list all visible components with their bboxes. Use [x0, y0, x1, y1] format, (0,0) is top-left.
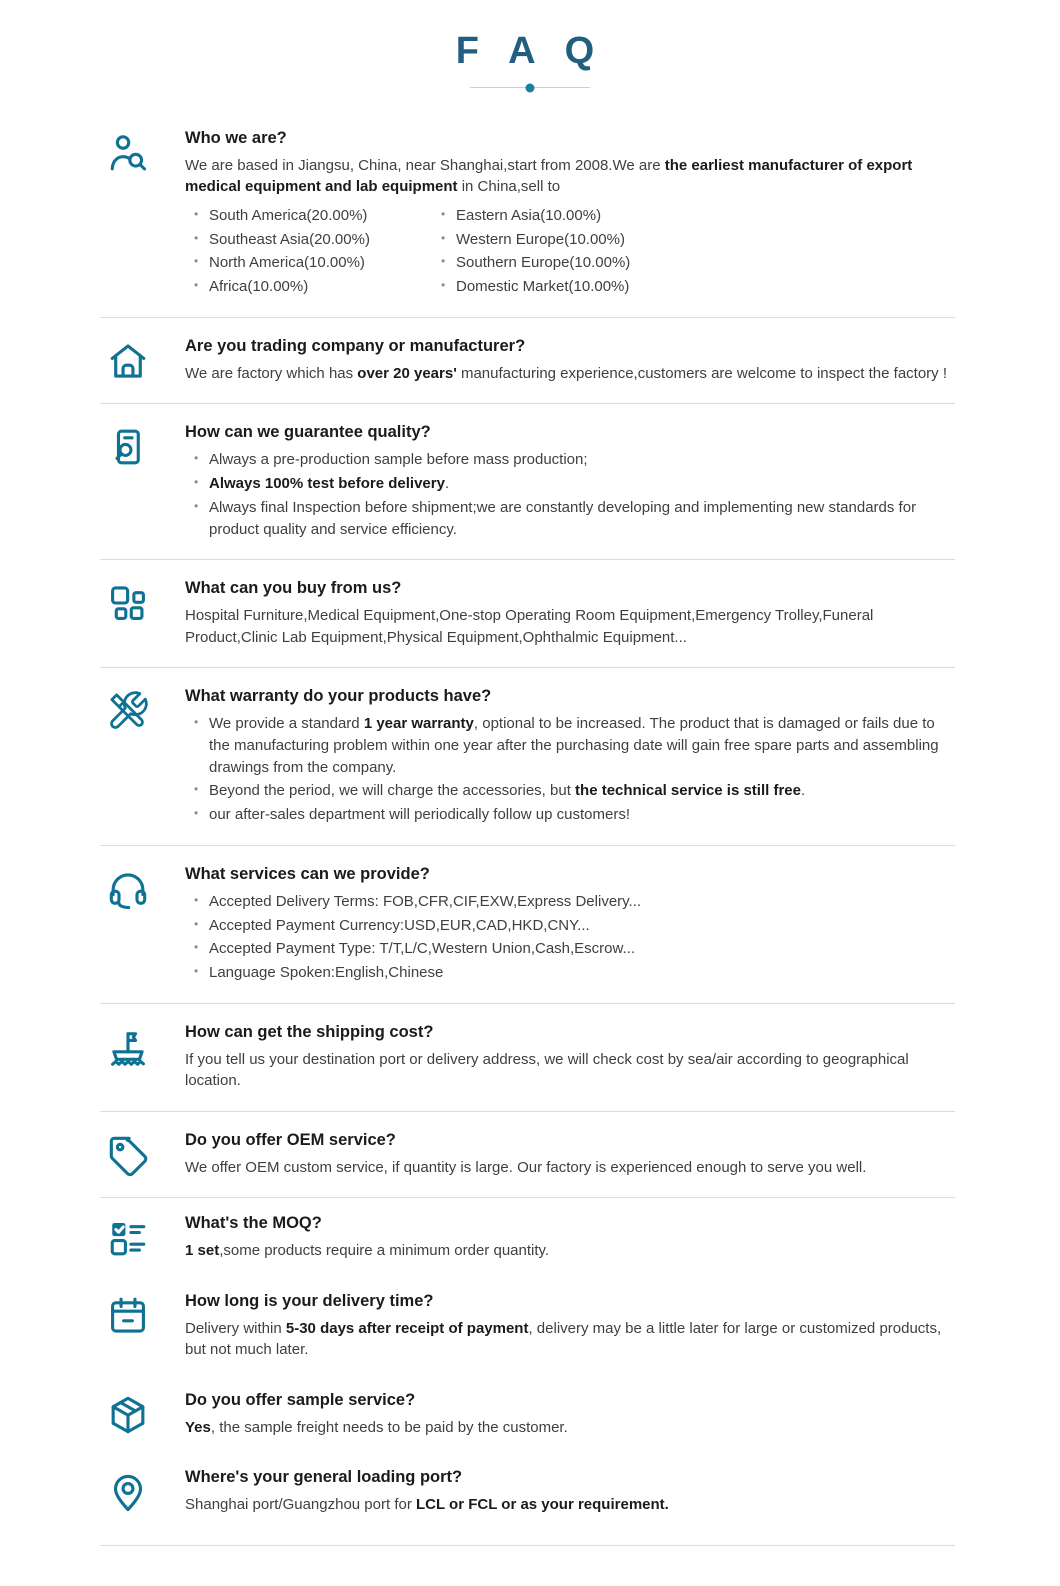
person-search-icon [106, 131, 150, 175]
faq-answer: Delivery within 5-30 days after receipt of payment, delivery may be a little later for large or customized products, but not much later. [185, 1319, 942, 1359]
list-item: • Always final Inspection before shipment;we are constantly developing and implementing new standards for product quality and service efficiency. [185, 497, 955, 541]
faq-section-guarantee-quality [100, 404, 955, 560]
list-item: • Accepted Delivery Terms: FOB,CFR,CIF,EXW,Express Delivery... [185, 891, 955, 913]
calendar-icon [106, 1294, 150, 1338]
faq-section-loading-port [100, 1452, 955, 1529]
faq-section-oem-service [100, 1112, 955, 1198]
faq-question: Are you trading company or manufacturer? [185, 336, 526, 355]
faq-section-services [100, 846, 955, 1004]
faq-answer: We are factory which has over 20 years' manufacturing experience,customers are welcome to inspect the factory ! [185, 364, 948, 382]
export-markets-list [185, 203, 955, 298]
products-grid-icon [106, 581, 150, 625]
location-pin-icon [106, 1470, 150, 1514]
faq-question: Where's your general loading port? [185, 1468, 463, 1486]
faq-question: How can we guarantee quality? [185, 423, 431, 442]
faq-question: Do you offer OEM service? [185, 1130, 396, 1149]
list-item: • Accepted Payment Currency:USD,EUR,CAD,HKD,CNY... [185, 915, 955, 937]
faq-answer: 1 set,some products require a minimum order quantity. [185, 1242, 550, 1260]
list-item: • Southeast Asia(20.00%) [185, 229, 432, 251]
list-item: • Eastern Asia(10.00%) [432, 205, 955, 227]
faq-question: What can you buy from us? [185, 579, 402, 598]
service-points [185, 891, 955, 984]
faq-answer: If you tell us your destination port or delivery address, we will check cost by sea/air according to geographical location. [185, 1050, 909, 1090]
faq-section-warranty [100, 668, 955, 846]
faq-question: How can get the shipping cost? [185, 1022, 434, 1041]
checklist-icon [106, 1216, 150, 1260]
tools-icon [106, 689, 150, 733]
list-item: • Africa(10.00%) [185, 276, 432, 298]
inspection-magnifier-icon [106, 425, 150, 469]
list-item: • Domestic Market(10.00%) [432, 276, 955, 298]
faq-section-delivery-time [100, 1276, 955, 1375]
list-item: • North America(10.00%) [185, 252, 432, 274]
faq-section-sample-service [100, 1375, 955, 1452]
page-title: F A Q [455, 30, 605, 72]
faq-question: Do you offer sample service? [185, 1390, 416, 1409]
faq-question: How long is your delivery time? [185, 1291, 434, 1310]
tag-icon [106, 1133, 150, 1177]
list-item: • our after-sales department will periodically follow up customers! [185, 804, 955, 826]
list-item: • Language Spoken:English,Chinese [185, 962, 955, 984]
faq-answer: We offer OEM custom service, if quantity is large. Our factory is experienced enough to serve you well. [185, 1158, 867, 1176]
list-item: • Always 100% test before delivery. [185, 473, 955, 495]
faq-list [100, 110, 955, 1529]
bottom-divider [100, 1545, 955, 1546]
faq-answer: We are based in Jiangsu, China, near Shanghai,start from 2008.We are the earliest manufacturer of export medical equipment and lab equipment in China,sell to [185, 157, 913, 196]
ship-icon [106, 1025, 150, 1069]
faq-question: What warranty do your products have? [185, 687, 492, 706]
faq-section-moq [100, 1198, 955, 1275]
list-item: • Always a pre-production sample before mass production; [185, 449, 955, 471]
list-item: • Beyond the period, we will charge the accessories, but the technical service is still free. [185, 780, 955, 802]
home-factory-icon [106, 339, 150, 383]
list-item: • We provide a standard 1 year warranty, optional to be increased. The product that is damaged or fails due to the manufacturing problem within one year after the purchasing date will gain free spare parts and assembling drawings from the company. [185, 713, 955, 778]
warranty-points [185, 713, 955, 826]
faq-question: What services can we provide? [185, 864, 430, 883]
list-item: • Southern Europe(10.00%) [432, 252, 955, 274]
list-item: • Accepted Payment Type: T/T,L/C,Western Union,Cash,Escrow... [185, 938, 955, 960]
list-item: • Western Europe(10.00%) [432, 229, 955, 251]
title-divider-dot [526, 83, 535, 92]
quality-points [185, 449, 955, 540]
faq-section-shipping-cost [100, 1004, 955, 1112]
faq-answer: Shanghai port/Guangzhou port for LCL or FCL or as your requirement. [185, 1496, 669, 1513]
list-item: • South America(20.00%) [185, 205, 432, 227]
headset-icon [106, 867, 150, 911]
faq-section-trading-or-manufacturer [100, 318, 955, 404]
package-icon [106, 1393, 150, 1437]
faq-answer: Yes, the sample freight needs to be paid by the customer. [185, 1418, 568, 1436]
title-divider [470, 87, 590, 88]
faq-header [0, 30, 1060, 88]
faq-question: Who we are? [185, 129, 287, 147]
faq-section-who-we-are [100, 110, 955, 318]
faq-section-what-to-buy [100, 560, 955, 668]
faq-question: What's the MOQ? [185, 1214, 322, 1233]
faq-answer: Hospital Furniture,Medical Equipment,One-stop Operating Room Equipment,Emergency Trolley,Funeral Product,Clinic Lab Equipment,Physical Equipment,Ophthalmic Equipment... [185, 607, 874, 646]
